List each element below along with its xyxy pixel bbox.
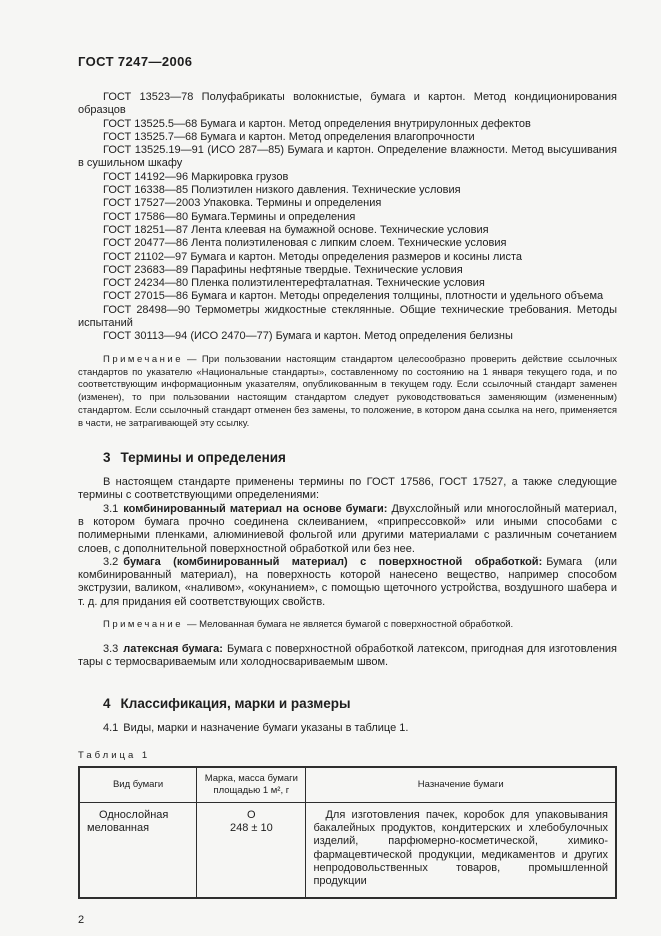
note-text: — При пользовании настоящим стандартом целесообразно проверить действие ссылочных стандартов по указателю «Национальные стандарты», составленному по состоянию на 1 января текущего года, и по соответствующим информационным указателям, опубликованным в текущем году. Если ссылочный стандарт заменен (изменен), то при пользовании настоящим стандартом следует руководствоваться заменяющим (измененным) стандартом. Если ссылочный стандарт отменен без замены, то положение, в котором дана ссылка на него, применяется в части, не затрагивающей эту ссылку. xyxy=(78,353,617,430)
section-4-heading xyxy=(78,696,617,711)
references-list xyxy=(78,91,617,344)
term-definition-3-1 xyxy=(78,503,617,556)
reference-item: ГОСТ 27015—86 Бумага и картон. Методы определения толщины, плотности и удельного объема xyxy=(103,290,604,303)
references-note xyxy=(78,354,617,431)
table-1-label: Таблица 1 xyxy=(78,749,151,761)
term-name: комбинированный материал на основе бумаги: xyxy=(123,502,388,515)
section-number: 3 xyxy=(103,450,111,466)
term-text: Бумага (или комбинированный материал), на поверхность которой нанесено вещество, например способом экструзии, валиком, «наливом», «окунанием», с помощью щеточного устройства, воздушного шабера и т. д. для придания ей соответствующих свойств. xyxy=(78,555,617,608)
section-3-heading xyxy=(78,450,617,465)
column-header-purpose: Назначение бумаги xyxy=(306,767,616,803)
reference-item: ГОСТ 18251—87 Лента клеевая на бумажной основе. Технические условия xyxy=(103,223,489,236)
reference-item: ГОСТ 14192—96 Маркировка грузов xyxy=(103,170,289,183)
reference-item: ГОСТ 23683—89 Парафины нефтяные твердые. Технические условия xyxy=(103,263,463,276)
cell-paper-type: Однослойная мелованная xyxy=(79,802,197,897)
term-text: Бумага с поверхностной обработкой латексом, пригодная для изготовления тары с термосвариваемым или холодносвариваемым швом. xyxy=(78,642,618,669)
doc-code-header: ГОСТ 7247—2006 xyxy=(78,54,193,69)
note-label: Примечание xyxy=(103,353,183,365)
reference-item: ГОСТ 17527—2003 Упаковка. Термины и определения xyxy=(103,197,382,210)
term-text: Двухслойный или многослойный материал, в котором бумага прочно соединена склеиванием, «припрессовкой» или иными способами с полимерными пленками, алюминиевой фольгой или другими материалами с различным сочетанием слоев, с дополнительной поверхностной обработкой или без нее. xyxy=(78,502,617,555)
mark-value: О xyxy=(247,808,256,821)
clause-text: Виды, марки и назначение бумаги указаны в таблице 1. xyxy=(123,721,409,734)
cell-mark-mass xyxy=(197,802,306,897)
reference-item: ГОСТ 21102—97 Бумага и картон. Методы определения размеров и косины листа xyxy=(103,250,522,263)
reference-item: ГОСТ 13525.5—68 Бумага и картон. Метод определения внутрирулонных дефектов xyxy=(103,117,531,130)
term-name: бумага (комбинированный материал) с поверхностной обработкой: xyxy=(123,555,543,568)
reference-item: ГОСТ 16338—85 Полиэтилен низкого давления. Технические условия xyxy=(103,184,461,197)
reference-item: ГОСТ 13525.19—91 (ИСО 287—85) Бумага и картон. Определение влажности. Метод высушивания в сушильном шкафу xyxy=(78,144,617,170)
section-title: Термины и определения xyxy=(120,450,286,466)
reference-item: ГОСТ 17586—80 Бумага.Термины и определения xyxy=(103,210,356,223)
cell-purpose: Для изготовления пачек, коробок для упаковывания бакалейных продуктов, кондитерских и хлебобулочных изделий, парфюмерно-косметической, химико-фармацевтической продукции, медикаментов и других непродовольственных товаров, промышленной продукции xyxy=(306,802,616,897)
column-header-paper-type: Вид бумаги xyxy=(79,767,197,803)
reference-item: ГОСТ 13523—78 Полуфабрикаты волокнистые, бумага и картон. Метод кондиционирования образцов xyxy=(78,91,617,117)
table-row xyxy=(79,802,616,897)
reference-item: ГОСТ 30113—94 (ИСО 2470—77) Бумага и картон. Метод определения белизны xyxy=(103,330,513,343)
section-3-intro: В настоящем стандарте применены термины по ГОСТ 17586, ГОСТ 17527, а также следующие термины с соответствующими определениями: xyxy=(78,476,617,502)
term-number: 3.2 xyxy=(103,555,119,568)
reference-item: ГОСТ 20477—86 Лента полиэтиленовая с липким слоем. Технические условия xyxy=(103,237,507,250)
page-number: 2 xyxy=(78,913,85,926)
term-number: 3.1 xyxy=(103,502,119,515)
section-3-note xyxy=(78,619,617,632)
reference-item: ГОСТ 24234—80 Пленка полиэтилентерефталатная. Технические условия xyxy=(103,277,485,290)
reference-item: ГОСТ 28498—90 Термометры жидкостные стеклянные. Общие технические требования. Методы испытаний xyxy=(78,303,617,330)
reference-item: ГОСТ 13525.7—68 Бумага и картон. Метод определения влагопрочности xyxy=(103,130,475,143)
clause-number: 4.1 xyxy=(103,721,119,734)
term-definition-3-2 xyxy=(78,556,617,609)
note-text: — Мелованная бумага не является бумагой с поверхностной обработкой. xyxy=(187,619,514,631)
column-header-mark-mass: Марка, масса бумаги площадью 1 м², г xyxy=(197,767,306,803)
term-number: 3.3 xyxy=(103,642,119,655)
table-1 xyxy=(78,766,617,899)
clause-4-1 xyxy=(78,722,617,735)
section-number: 4 xyxy=(103,695,111,711)
term-name: латексная бумага: xyxy=(123,642,223,655)
term-definition-3-3 xyxy=(78,643,617,670)
note-label: Примечание xyxy=(103,619,183,631)
table-header-row xyxy=(79,767,616,803)
mass-value: 248 ± 10 xyxy=(229,822,273,835)
section-title: Классификация, марки и размеры xyxy=(120,695,351,711)
